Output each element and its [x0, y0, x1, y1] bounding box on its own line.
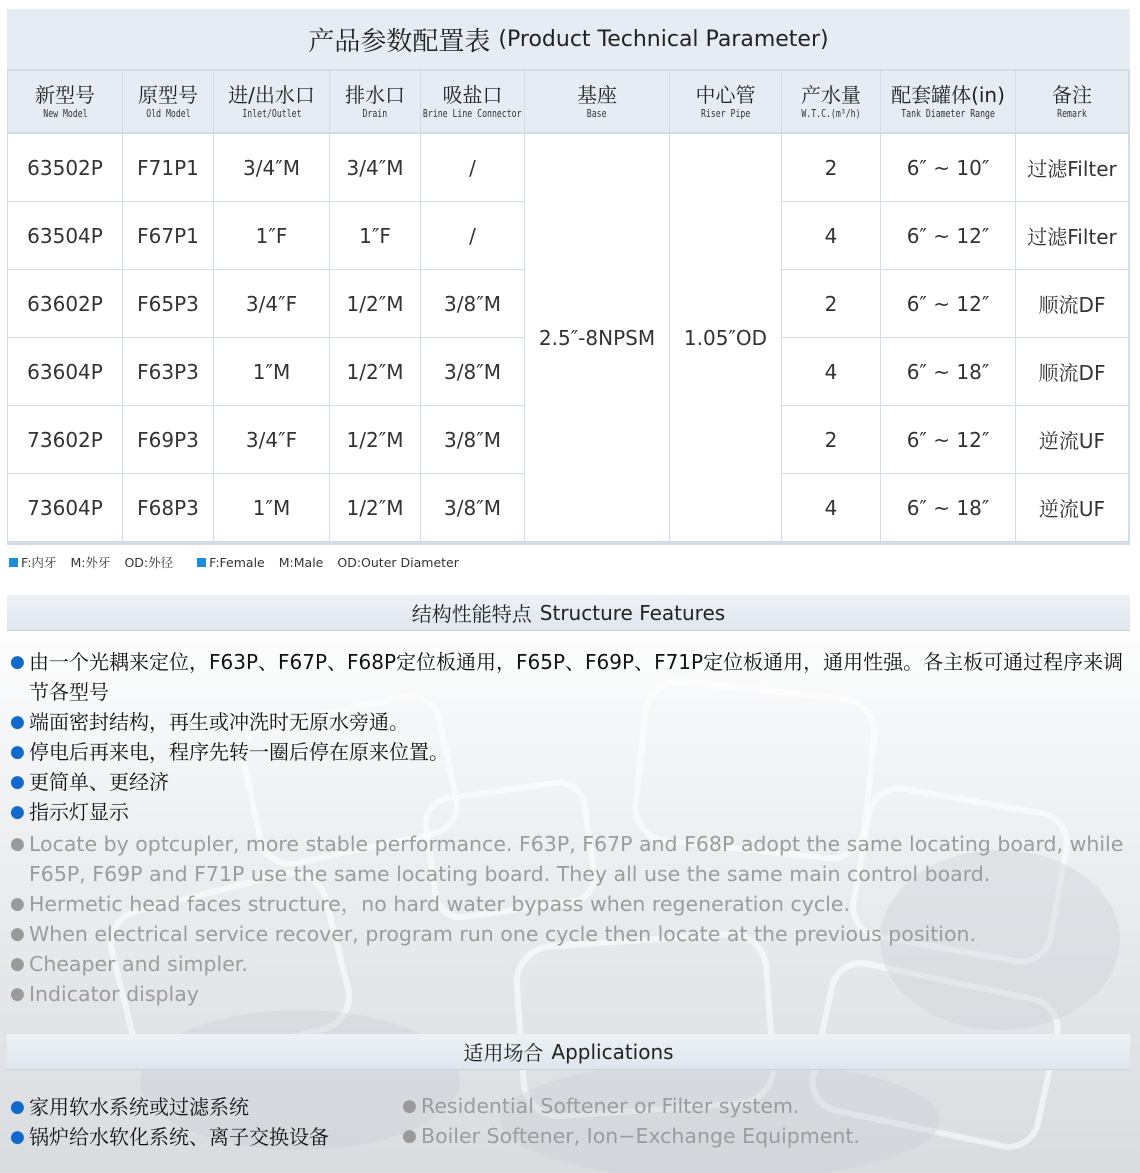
table-title-cn: 产品参数配置表	[308, 26, 491, 57]
header-tank-range-cn: 配套罐体(in)	[891, 82, 1005, 107]
feature-item-en	[10, 889, 1135, 919]
header-remark	[1016, 71, 1128, 132]
header-drain-en: Drain	[362, 107, 388, 120]
feature-text: 端面密封结构，再生或冲洗时无原水旁通。	[29, 710, 409, 734]
legend-en-male: M:Male	[278, 554, 324, 570]
header-riser-pipe-en: Riser Pipe	[700, 107, 751, 120]
applications-title-cn: 适用场合	[463, 1041, 544, 1065]
cell-drain: 1/2″M	[330, 338, 420, 405]
legend-square-icon	[197, 558, 206, 567]
cell-tank-range: 6″ ~ 12″	[881, 270, 1015, 337]
header-riser-pipe	[670, 71, 781, 132]
legend-cn-od: OD:外径	[124, 555, 174, 570]
feature-item-en	[10, 919, 1135, 949]
cell-tank-range: 6″ ~ 12″	[881, 406, 1015, 473]
cell-water-output: 2	[782, 406, 880, 473]
feature-text-en: Hermetic head faces structure，no hard water bypass when regeneration cycle.	[29, 892, 850, 916]
cell-remark: 逆流UF	[1016, 474, 1128, 541]
cell-brine-connector: 3/8″M	[421, 338, 524, 405]
header-riser-pipe-cn: 中心管	[695, 82, 756, 107]
feature-item	[10, 797, 1135, 827]
legend	[9, 553, 459, 571]
header-base	[525, 71, 669, 132]
bullet-icon: ●	[10, 954, 25, 974]
header-old-model-cn: 原型号	[138, 82, 198, 107]
feature-item-en	[10, 949, 1135, 979]
cell-old-model: F68P3	[123, 474, 213, 541]
header-base-en: Base	[587, 107, 607, 120]
feature-text: 由一个光耦来定位，F63P、F67P、F68P定位板通用，F65P、F69P、F71P定位板通用，通用性强。各主板可通过程序来调节各型号	[29, 650, 1124, 704]
bullet-icon: ●	[10, 652, 25, 672]
bullet-icon: ●	[10, 1127, 25, 1147]
header-new-model	[8, 71, 122, 132]
cell-water-output: 4	[782, 474, 880, 541]
feature-text: 更简单、更经济	[29, 770, 169, 794]
header-tank-range	[881, 71, 1015, 132]
bullet-icon: ●	[10, 742, 25, 762]
legend-cn-female: F:内牙	[21, 555, 57, 570]
feature-item	[10, 737, 1135, 767]
application-text-en: Boiler Softener, Ion−Exchange Equipment.	[421, 1124, 860, 1148]
cell-drain: 1″F	[330, 202, 420, 269]
cell-water-output: 4	[782, 338, 880, 405]
legend-en-od: OD:Outer Diameter	[337, 554, 459, 570]
header-tank-range-en: Tank Diameter Range	[901, 107, 995, 120]
application-item-en	[402, 1091, 799, 1121]
legend-en-female: F:Female	[209, 554, 265, 570]
features-title-en: Structure Features	[539, 600, 726, 625]
cell-remark: 逆流UF	[1016, 406, 1128, 473]
cell-remark: 过滤Filter	[1016, 202, 1128, 269]
bullet-icon: ●	[10, 1097, 25, 1117]
header-drain	[330, 71, 420, 132]
cell-drain: 1/2″M	[330, 270, 420, 337]
cell-tank-range: 6″ ~ 12″	[881, 202, 1015, 269]
feature-item	[10, 767, 1135, 797]
application-item	[10, 1122, 329, 1152]
bullet-icon: ●	[10, 772, 25, 792]
feature-text: 停电后再来电，程序先转一圈后停在原来位置。	[29, 740, 449, 764]
feature-item	[10, 647, 1135, 707]
feature-item-en	[10, 979, 1135, 1009]
cell-drain: 1/2″M	[330, 474, 420, 541]
cell-water-output: 4	[782, 202, 880, 269]
header-inlet-outlet-cn: 进/出水口	[228, 82, 315, 107]
header-water-output-cn: 产水量	[801, 82, 861, 107]
bullet-icon: ●	[10, 802, 25, 822]
header-drain-cn: 排水口	[345, 82, 405, 107]
header-water-output	[782, 71, 880, 132]
legend-square-icon	[9, 558, 18, 567]
cell-new-model: 63502P	[8, 134, 122, 201]
cell-brine-connector: /	[421, 202, 524, 269]
header-inlet-outlet-en: Inlet/Outlet	[241, 107, 302, 120]
header-inlet-outlet	[214, 71, 329, 132]
feature-text-en: When electrical service recover, program run one cycle then locate at the previous position.	[29, 922, 976, 946]
feature-text: 指示灯显示	[29, 800, 129, 824]
header-remark-en: Remark	[1057, 107, 1087, 120]
cell-brine-connector: 3/8″M	[421, 474, 524, 541]
header-water-output-en: W.T.C.(m³/h)	[801, 107, 861, 120]
cell-tank-range: 6″ ~ 18″	[881, 474, 1015, 541]
legend-cn-male: M:外牙	[70, 555, 111, 570]
feature-item	[10, 707, 1135, 737]
application-text: 家用软水系统或过滤系统	[29, 1095, 249, 1119]
cell-tank-range: 6″ ~ 18″	[881, 338, 1015, 405]
cell-tank-range: 6″ ~ 10″	[881, 134, 1015, 201]
legend-cn	[9, 553, 173, 571]
header-brine-connector-cn: 吸盐口	[442, 82, 503, 107]
cell-new-model: 73602P	[8, 406, 122, 473]
cell-drain: 3/4″M	[330, 134, 420, 201]
bullet-icon: ●	[402, 1126, 417, 1146]
cell-old-model: F65P3	[123, 270, 213, 337]
cell-water-output: 2	[782, 134, 880, 201]
features-title-cn: 结构性能特点	[411, 602, 532, 626]
cell-remark: 顺流DF	[1016, 338, 1128, 405]
cell-new-model: 73604P	[8, 474, 122, 541]
cell-brine-connector: 3/8″M	[421, 270, 524, 337]
header-brine-connector	[421, 71, 524, 132]
feature-text-en: Indicator display	[29, 982, 199, 1006]
features-section-title	[7, 595, 1130, 631]
cell-new-model: 63602P	[8, 270, 122, 337]
header-new-model-en: New Model	[42, 107, 88, 120]
feature-text-en: Locate by optcupler, more stable performance. F63P, F67P and F68P adopt the same locating board, while F65P, F69P and F71P use the same locating board. They all use the same main control board.	[29, 832, 1124, 886]
cell-brine-connector: 3/8″M	[421, 406, 524, 473]
applications-section-title	[7, 1034, 1130, 1070]
header-old-model	[123, 71, 213, 132]
cell-old-model: F67P1	[123, 202, 213, 269]
bullet-icon: ●	[10, 834, 25, 854]
header-brine-connector-en: Brine Line Connector	[423, 107, 522, 120]
bullet-icon: ●	[10, 894, 25, 914]
header-remark-cn: 备注	[1052, 82, 1092, 107]
application-item-en	[402, 1121, 860, 1151]
cell-riser-pipe: 1.05″OD	[670, 134, 781, 541]
cell-remark: 顺流DF	[1016, 270, 1128, 337]
parameter-table	[7, 9, 1130, 545]
bullet-icon: ●	[10, 924, 25, 944]
cell-water-output: 2	[782, 270, 880, 337]
header-new-model-cn: 新型号	[35, 82, 95, 107]
cell-old-model: F69P3	[123, 406, 213, 473]
bullet-icon: ●	[402, 1096, 417, 1116]
cell-new-model: 63604P	[8, 338, 122, 405]
header-base-cn: 基座	[577, 82, 617, 107]
cell-drain: 1/2″M	[330, 406, 420, 473]
bullet-icon: ●	[10, 712, 25, 732]
cell-base: 2.5″-8NPSM	[525, 134, 669, 541]
header-old-model-en: Old Model	[145, 107, 191, 120]
applications-title-en: Applications	[551, 1039, 674, 1064]
cell-brine-connector: /	[421, 134, 524, 201]
cell-inlet-outlet: 3/4″F	[214, 406, 329, 473]
legend-en	[197, 555, 459, 570]
cell-new-model: 63504P	[8, 202, 122, 269]
cell-inlet-outlet: 3/4″M	[214, 134, 329, 201]
feature-item-en	[10, 829, 1135, 889]
cell-old-model: F71P1	[123, 134, 213, 201]
application-text-en: Residential Softener or Filter system.	[421, 1094, 800, 1118]
cell-old-model: F63P3	[123, 338, 213, 405]
application-item	[10, 1092, 249, 1122]
table-title	[7, 9, 1130, 69]
table-title-en: (Product Technical Parameter)	[498, 26, 829, 52]
application-text: 锅炉给水软化系统、离子交换设备	[29, 1125, 329, 1149]
cell-inlet-outlet: 1″F	[214, 202, 329, 269]
cell-inlet-outlet: 3/4″F	[214, 270, 329, 337]
cell-inlet-outlet: 1″M	[214, 338, 329, 405]
feature-text-en: Cheaper and simpler.	[29, 952, 248, 976]
cell-inlet-outlet: 1″M	[214, 474, 329, 541]
cell-remark: 过滤Filter	[1016, 134, 1128, 201]
bullet-icon: ●	[10, 984, 25, 1004]
